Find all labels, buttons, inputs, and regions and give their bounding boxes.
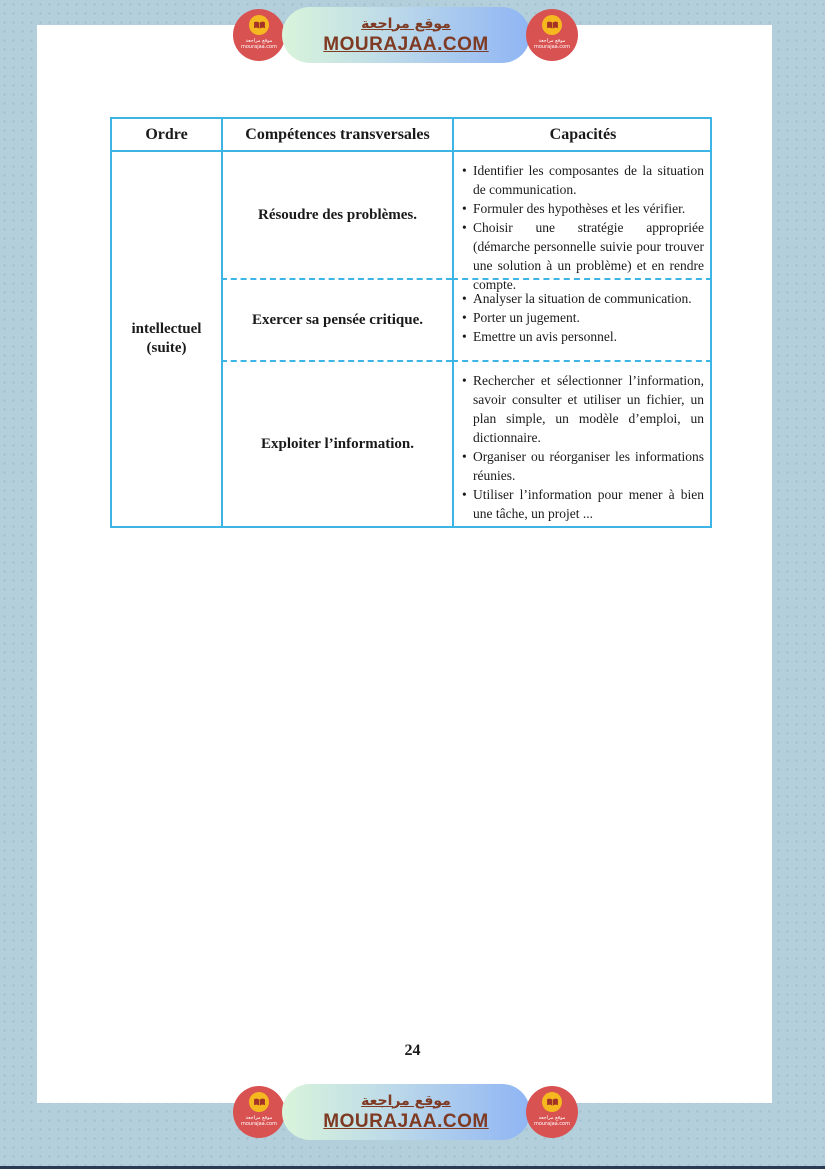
badge-domain-label: mourajaa.com (240, 1121, 277, 1127)
site-logo-badge (233, 1086, 285, 1138)
site-banner-pill (282, 1084, 530, 1140)
bullet-icon: • (462, 449, 467, 464)
book-icon (542, 1092, 562, 1112)
bullet-icon: • (462, 373, 467, 388)
capacites-cell (452, 152, 712, 292)
site-name-arabic-link[interactable]: موقع مراجعة (361, 15, 451, 32)
ordre-cell (112, 152, 221, 526)
site-domain-link[interactable]: MOURAJAA.COM (323, 1110, 489, 1132)
badge-domain-label: mourajaa.com (240, 44, 277, 50)
site-logo-badge (526, 9, 578, 61)
site-logo-badge (526, 1086, 578, 1138)
header-banner (233, 7, 578, 65)
competence-label: Exercer sa pensée critique. (251, 311, 424, 328)
badge-arabic-label: موقع مراجعة (538, 38, 566, 44)
column-header-competences: Compétences transversales (221, 119, 452, 152)
capacite-item: • Analyser la situation de communication. (462, 291, 692, 306)
ordre-line2: (suite) (146, 340, 187, 356)
competence-cell (221, 152, 452, 280)
site-banner-pill (282, 7, 530, 63)
competence-label: Exploiter l’information. (260, 435, 415, 452)
badge-arabic-label: موقع مراجعة (245, 1115, 273, 1121)
book-icon (542, 15, 562, 35)
book-icon (249, 15, 269, 35)
competence-cell (221, 362, 452, 526)
capacite-item: • Choisir une stratégie appropriée (démarche personnelle suivie pour trouver une solution à un problème) et en rendre compte. (462, 220, 704, 292)
competence-cell (221, 280, 452, 362)
bullet-icon: • (462, 201, 467, 216)
ordre-line1: intellectuel (131, 321, 202, 337)
site-domain-link[interactable]: MOURAJAA.COM (323, 33, 489, 55)
column-header-ordre: Ordre (112, 119, 221, 152)
capacite-item: • Formuler des hypothèses et les vérifier. (462, 201, 686, 216)
site-logo-badge (233, 9, 285, 61)
bullet-icon: • (462, 487, 467, 502)
capacite-item: • Identifier les composantes de la situation de communication. (462, 163, 704, 197)
badge-domain-label: mourajaa.com (533, 44, 570, 50)
capacites-cell (452, 280, 712, 362)
competences-table (110, 117, 712, 528)
capacite-item: • Rechercher et sélectionner l’information, savoir consulter et utiliser un fichier, un plan simple, un modèle d’emploi, un dictionnaire. (462, 373, 704, 445)
capacite-item: • Organiser ou réorganiser les informations réunies. (462, 449, 704, 483)
page-number: 24 (404, 1042, 421, 1059)
bullet-icon: • (462, 163, 467, 178)
bullet-icon: • (462, 329, 467, 344)
column-header-capacites: Capacités (452, 119, 712, 152)
competence-label: Résoudre des problèmes. (257, 206, 418, 223)
capacite-item: • Emettre un avis personnel. (462, 329, 617, 344)
badge-domain-label: mourajaa.com (533, 1121, 570, 1127)
badge-arabic-label: موقع مراجعة (245, 38, 273, 44)
site-name-arabic-link[interactable]: موقع مراجعة (361, 1092, 451, 1109)
bullet-icon: • (462, 291, 467, 306)
bullet-icon: • (462, 310, 467, 325)
book-icon (249, 1092, 269, 1112)
bullet-icon: • (462, 220, 467, 235)
capacites-cell (452, 362, 712, 526)
capacite-item: • Utiliser l’information pour mener à bien une tâche, un projet ... (462, 487, 704, 521)
footer-banner (233, 1084, 578, 1142)
badge-arabic-label: موقع مراجعة (538, 1115, 566, 1121)
capacite-item: • Porter un jugement. (462, 310, 580, 325)
